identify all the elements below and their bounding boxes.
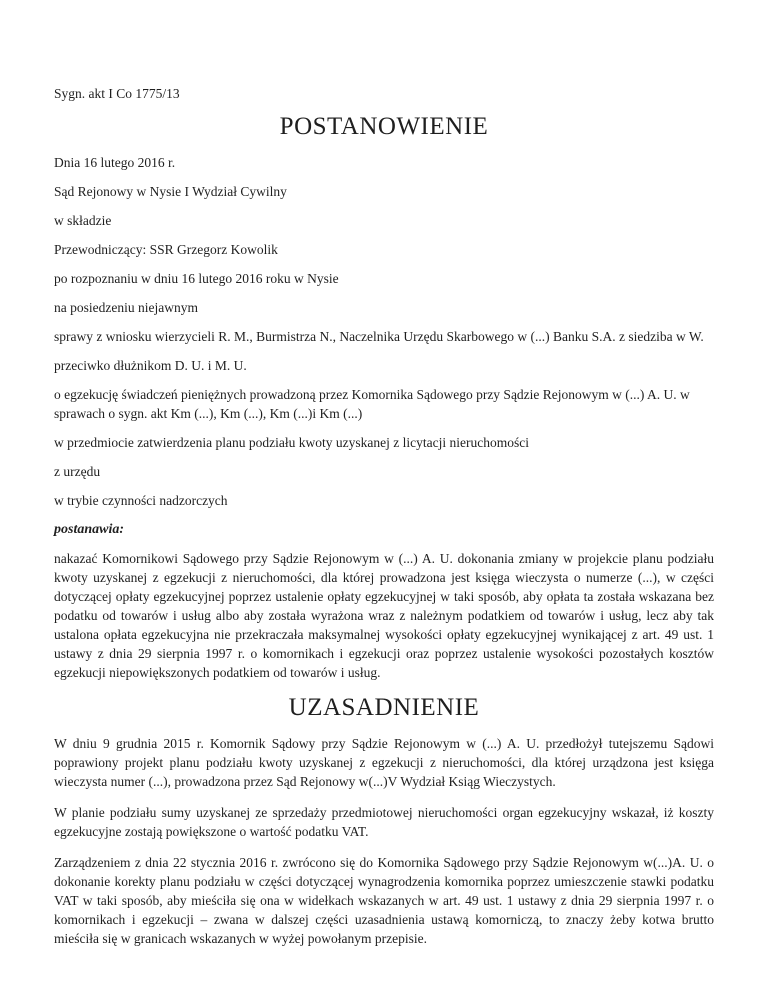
header-line: o egzekucję świadczeń pieniężnych prowadzoną przez Komornika Sądowego przy Sądzie Rejonowym w (...) A. U. w sprawach o sygn. akt Km (...), Km (...), Km (...)i Km (...): [54, 387, 690, 421]
justification-block: [54, 734, 714, 948]
justification-paragraph: W dniu 9 grudnia 2015 r. Komornik Sądowy przy Sądzie Rejonowym w (...) A. U. przedłożył tutejszemu Sądowi poprawiony projekt planu podziału kwoty uzyskanej z egzekucji z nieruchomości, dla której urządzona jest księga wieczysta numer (...), prowadzona przez Sąd Rejonowy w(...)V Wydział Ksiąg Wieczystych.: [54, 736, 714, 789]
header-line: w składzie: [54, 213, 112, 228]
decision-text: nakazać Komornikowi Sądowego przy Sądzie Rejonowym w (...) A. U. dokonania zmiany w projekcie planu podziału kwoty uzyskanej z egzekucji z nieruchomości, dla której prowadzona jest księga wieczysta o numerze (...), w części dotyczącej opłaty egzekucyjnej poprzez ustalenie opłaty egzekucyjnej w taki sposób, aby opłata ta została wskazana bez podatku od towarów i usług albo aby została wyrażona wraz z należnym podatkiem od towarów i usług, lecz aby tak ustalona opłata egzekucyjna nie przekraczała maksymalnej wysokości opłaty egzekucyjnej wynikającej z art. 49 ust. 1 ustawy z dnia 29 sierpnia 1997 r. o komornikach i egzekucji oraz poprzez ustalenie wysokości pozostałych kosztów egzekucji niepowiększonych podatkiem od towarów i usług.: [54, 551, 714, 680]
justification-title: UZASADNIENIE: [288, 694, 480, 721]
header-line: w przedmiocie zatwierdzenia planu podziału kwoty uzyskanej z licytacji nieruchomości: [54, 435, 529, 450]
justification-paragraph: Zarządzeniem z dnia 22 stycznia 2016 r. zwrócono się do Komornika Sądowego przy Sądzie Rejonowym w(...)A. U. o dokonanie korekty planu podziału w części dotyczącej wynagrodzenia komornika poprzez umieszczenie stawki podatku VAT w taki sposób, aby mieściła się ona w widełkach wskazanych w art. 49 ust. 1 ustawy z dnia 29 sierpnia 1997 r. o komornikach i egzekucji – zwana w dalszej części uzasadnienia ustawą komorniczą, to znaczy żeby kotwa brutto mieściła się w granicach wskazanych w wyżej powołanym przepisie.: [54, 855, 714, 946]
header-line: przeciwko dłużnikom D. U. i M. U.: [54, 358, 247, 373]
decision-label: postanawia:: [54, 522, 125, 537]
header-line: w trybie czynności nadzorczych: [54, 493, 228, 508]
ruling-header-block: [54, 153, 714, 510]
header-line: Sąd Rejonowy w Nysie I Wydział Cywilny: [54, 184, 287, 199]
justification-paragraph: W planie podziału sumy uzyskanej ze sprzedaży przedmiotowej nieruchomości organ egzekucyjny wskazał, iż koszty egzekucyjne zostają powiększone o wartość podatku VAT.: [54, 805, 714, 839]
header-line: na posiedzeniu niejawnym: [54, 300, 198, 315]
header-line: po rozpoznaniu w dniu 16 lutego 2016 roku w Nysie: [54, 271, 339, 286]
header-line: Przewodniczący: SSR Grzegorz Kowolik: [54, 242, 278, 257]
header-line: z urzędu: [54, 464, 101, 479]
case-number: Sygn. akt I Co 1775/13: [54, 86, 180, 101]
document-title: POSTANOWIENIE: [279, 113, 489, 140]
header-line: sprawy z wniosku wierzycieli R. M., Burmistrza N., Naczelnika Urzędu Skarbowego w (...) Banku S.A. z siedziba w W.: [54, 329, 704, 344]
header-line: Dnia 16 lutego 2016 r.: [54, 155, 176, 170]
